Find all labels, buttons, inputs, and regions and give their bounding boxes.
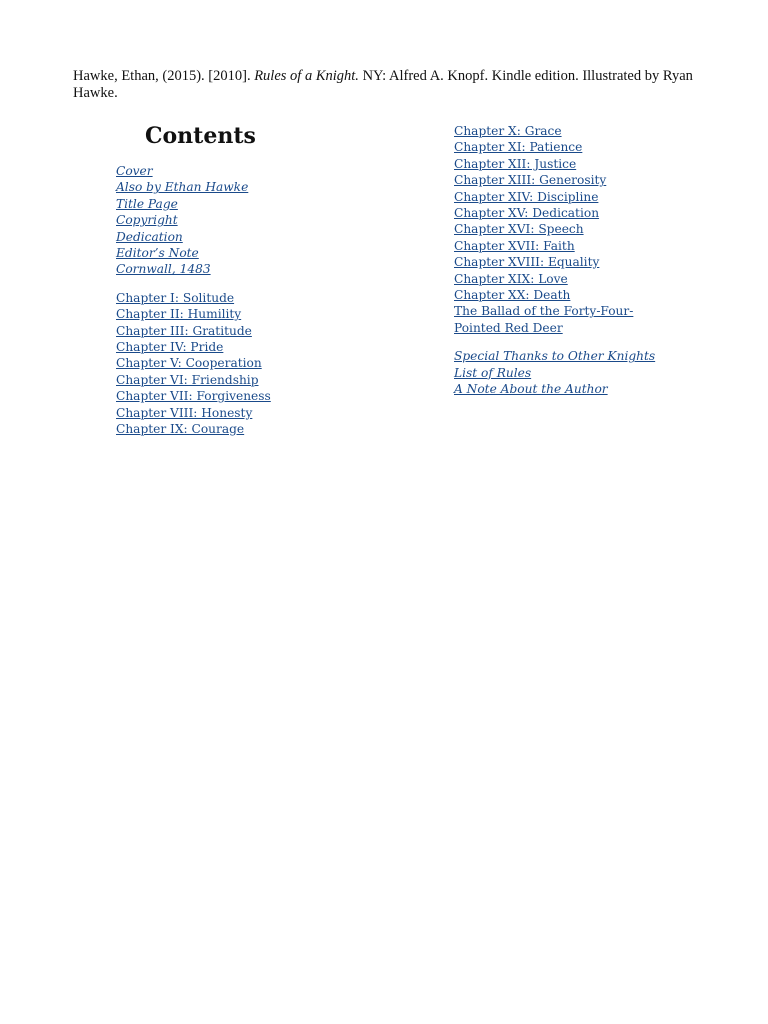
toc-link-chapter-13[interactable]: Chapter XIII: Generosity	[454, 173, 607, 188]
toc-link-chapter-4[interactable]: Chapter IV: Pride	[116, 340, 224, 355]
toc-link-ballad[interactable]: The Ballad of the Forty-Four-Pointed Red Deer	[454, 304, 634, 335]
toc-link-chapter-8[interactable]: Chapter VIII: Honesty	[116, 405, 253, 420]
toc-link-cover[interactable]: Cover	[116, 164, 153, 178]
toc-link-chapter-16[interactable]: Chapter XVI: Speech	[454, 222, 584, 237]
toc-left-column	[116, 163, 416, 438]
toc-link-list-of-rules[interactable]: List of Rules	[454, 365, 532, 380]
toc-right-column	[454, 123, 664, 398]
toc-link-editors-note[interactable]: Editor’s Note	[116, 246, 199, 261]
citation	[73, 68, 693, 102]
citation-publisher: NY: Alfred A. Knopf. Kindle edition. Illustrated by Ryan Hawke.	[73, 68, 693, 101]
toc-link-chapter-3[interactable]: Chapter III: Gratitude	[116, 323, 252, 338]
toc-link-chapter-18[interactable]: Chapter XVIII: Equality	[454, 255, 600, 270]
toc-link-chapter-9[interactable]: Chapter IX: Courage	[116, 422, 245, 437]
toc-link-chapter-10[interactable]: Chapter X: Grace	[454, 124, 562, 138]
toc-link-chapter-15[interactable]: Chapter XV: Dedication	[454, 206, 600, 221]
toc-link-chapter-2[interactable]: Chapter II: Humility	[116, 307, 242, 322]
toc-link-cornwall-1483[interactable]: Cornwall, 1483	[116, 262, 211, 277]
toc-link-chapter-12[interactable]: Chapter XII: Justice	[454, 156, 577, 171]
citation-book-title: Rules of a Knight.	[254, 68, 359, 84]
toc-chapters-left	[116, 290, 416, 438]
toc-chapters-right	[454, 123, 664, 336]
toc-link-chapter-19[interactable]: Chapter XIX: Love	[454, 271, 568, 286]
toc-link-special-thanks[interactable]: Special Thanks to Other Knights	[454, 349, 656, 364]
toc-link-title-page[interactable]: Title Page	[116, 196, 178, 211]
toc-link-dedication[interactable]: Dedication	[116, 229, 183, 244]
toc-link-chapter-20[interactable]: Chapter XX: Death	[454, 288, 571, 303]
toc-link-chapter-1[interactable]: Chapter I: Solitude	[116, 290, 235, 305]
toc-link-copyright[interactable]: Copyright	[116, 213, 178, 228]
toc-link-chapter-6[interactable]: Chapter VI: Friendship	[116, 372, 259, 387]
contents-heading: Contents	[145, 123, 256, 149]
toc-back-matter	[454, 348, 664, 397]
toc-link-note-about-author[interactable]: A Note About the Author	[454, 382, 608, 397]
toc-link-chapter-11[interactable]: Chapter XI: Patience	[454, 140, 583, 155]
toc-link-also-by[interactable]: Also by Ethan Hawke	[116, 180, 249, 195]
toc-link-chapter-14[interactable]: Chapter XIV: Discipline	[454, 189, 599, 204]
toc-front-matter	[116, 163, 416, 278]
toc-link-chapter-5[interactable]: Chapter V: Cooperation	[116, 356, 262, 371]
toc-link-chapter-17[interactable]: Chapter XVII: Faith	[454, 238, 575, 253]
citation-author-date: Hawke, Ethan, (2015). [2010].	[73, 68, 255, 84]
toc-link-chapter-7[interactable]: Chapter VII: Forgiveness	[116, 389, 271, 404]
